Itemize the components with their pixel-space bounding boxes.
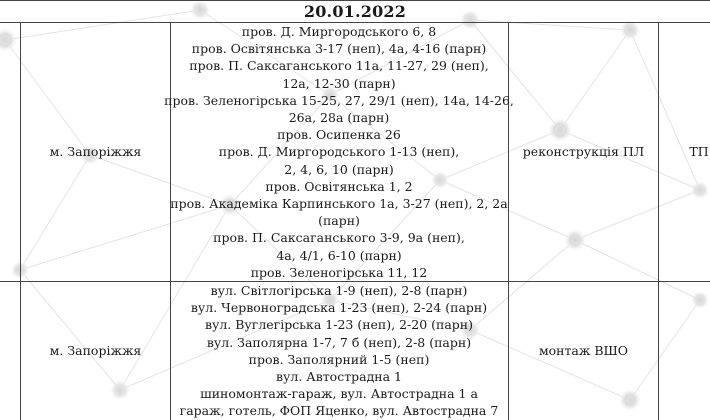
address-line: (парн) bbox=[318, 213, 360, 229]
address-line: 2, 4, 6, 10 (парн) bbox=[284, 161, 394, 177]
addresses-cell bbox=[164, 23, 514, 281]
address-line: пров. Осипенка 26 bbox=[277, 127, 401, 143]
extra-cell-truncated bbox=[659, 282, 710, 420]
address-line: вул. Автострадна 1 bbox=[275, 369, 402, 385]
address-line: гараж, готель, ФОП Яценко, вул. Автострадна 7 bbox=[179, 403, 499, 419]
extra-cell-truncated: ТП bbox=[689, 144, 709, 160]
address-line: пров. Освітянська 1, 2 bbox=[265, 178, 413, 194]
address-line: пров. Д. Миргородського 1-13 (неп), bbox=[218, 144, 460, 160]
addresses-cell bbox=[170, 282, 508, 420]
address-line: вул. Світлогірська 1-9 (неп), 2-8 (парн) bbox=[210, 283, 468, 298]
address-line: 26а, 28а (парн) bbox=[288, 110, 390, 126]
address-line: пров. Заполярний 1-5 (неп) bbox=[248, 351, 430, 367]
work-type-cell: реконструкція ПЛ bbox=[522, 144, 645, 160]
address-line: пров. П. Саксаганського 11а, 11-27, 29 (неп), bbox=[189, 58, 489, 74]
address-line: вул. Заполярна 1-7, 7 б (неп), 2-8 (парн) bbox=[206, 334, 472, 350]
date-header: 20.01.2022 bbox=[303, 1, 407, 21]
work-type-cell: монтаж ВШО bbox=[538, 343, 629, 359]
address-line: шиномонтаж-гараж, вул. Автострадна 1 а bbox=[200, 386, 478, 402]
address-line: пров. Освітянська 3-17 (неп), 4а, 4-16 (парн) bbox=[191, 41, 487, 57]
address-line: пров. Зеленогірська 11, 12 bbox=[250, 264, 428, 280]
address-line: пров. Зеленогірська 15-25, 27, 29/1 (неп), 14а, 14-26, bbox=[164, 92, 514, 108]
address-line: вул. Вуглегірська 1-23 (неп), 2-20 (парн) bbox=[204, 317, 474, 333]
address-line: пров. П. Саксаганського 3-9, 9а (неп), bbox=[213, 230, 465, 246]
city-cell: м. Запоріжжя bbox=[49, 144, 142, 160]
address-line: пров. Д. Миргородського 6, 8 bbox=[241, 24, 437, 39]
address-line: 12а, 12-30 (парн) bbox=[282, 75, 396, 91]
address-line: вул. Червоноградська 1-23 (неп), 2-24 (парн) bbox=[190, 300, 488, 316]
address-line: 4а, 4/1, 6-10 (парн) bbox=[276, 247, 402, 263]
city-cell: м. Запоріжжя bbox=[49, 343, 142, 359]
address-line: пров. Академіка Карпинського 1а, 3-27 (неп), 2, 2а bbox=[170, 196, 508, 212]
